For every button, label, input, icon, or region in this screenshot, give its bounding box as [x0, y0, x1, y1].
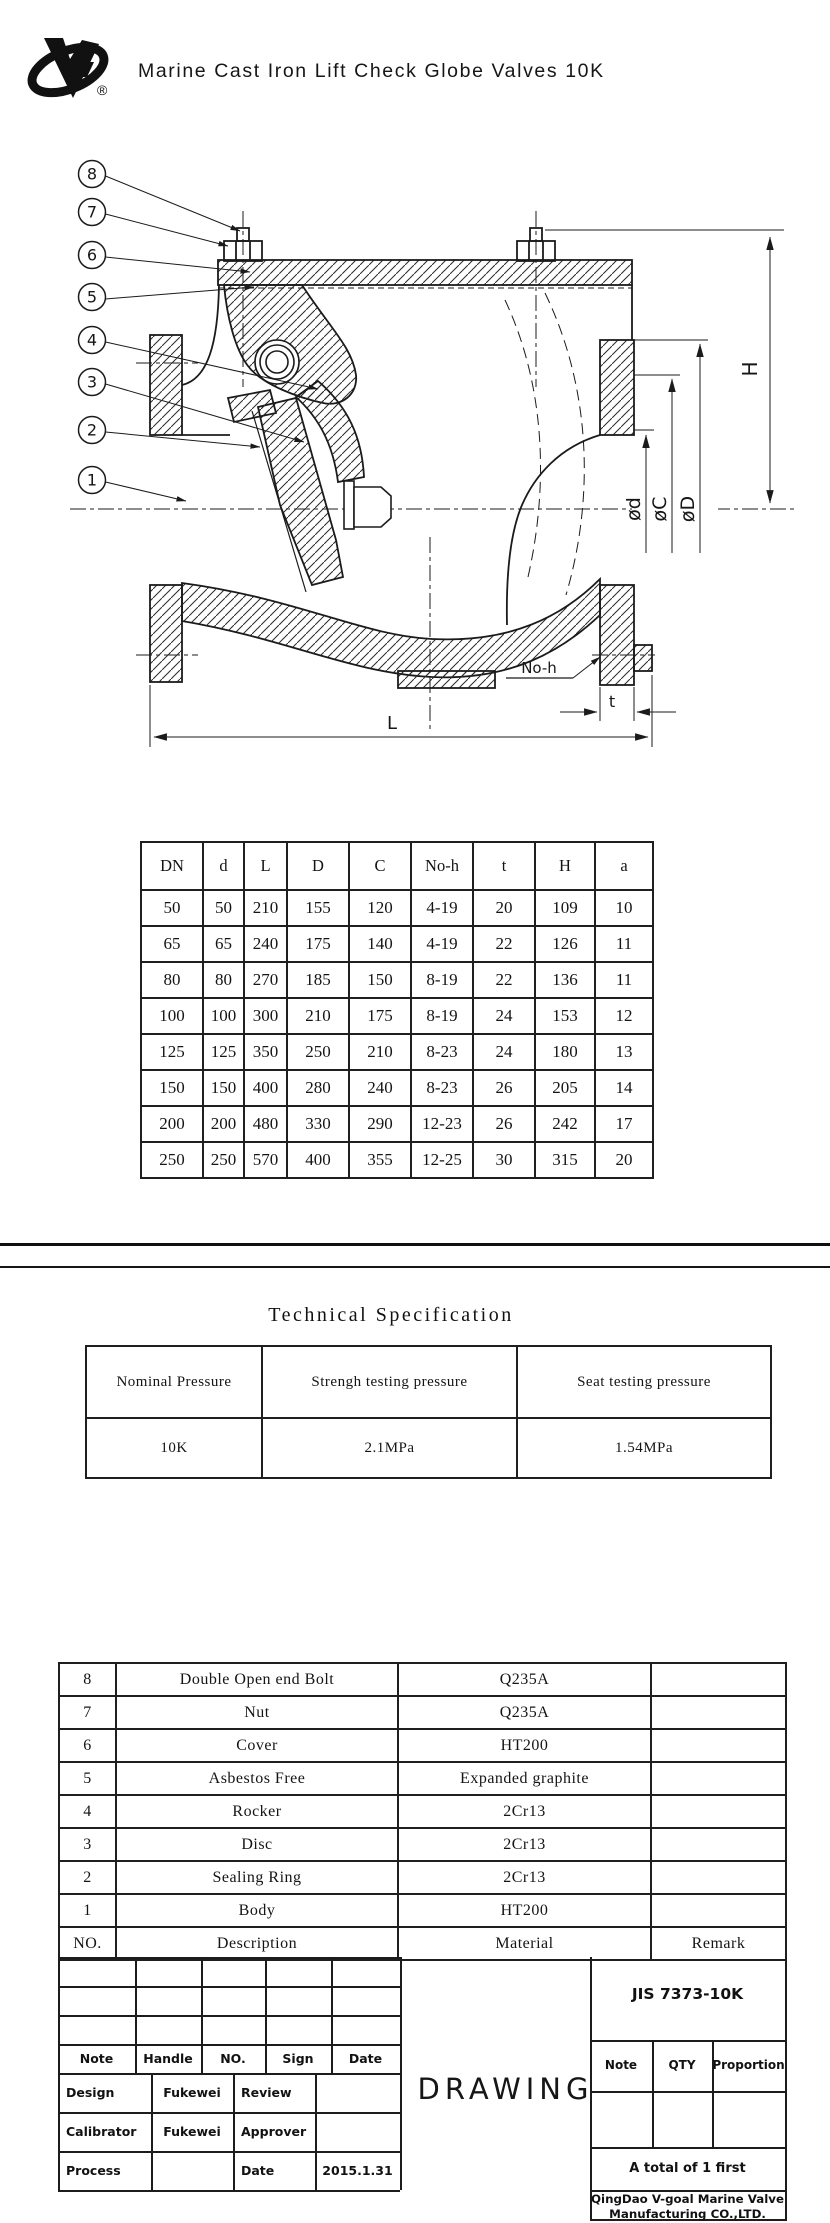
part-remark-cell — [651, 1861, 786, 1894]
grid-line — [58, 2044, 400, 2046]
left-flange-upper — [150, 335, 182, 435]
table-row — [59, 1696, 786, 1729]
hatched-sections — [150, 260, 652, 688]
table-row — [59, 1762, 786, 1795]
dim-table-header-cell: No-h — [411, 842, 473, 890]
dim-table-cell: 210 — [349, 1034, 411, 1070]
section-divider-thick — [0, 1243, 830, 1246]
tb-role-label: Process — [66, 2163, 121, 2178]
dim-table-cell: 280 — [287, 1070, 349, 1106]
parts-list-table — [58, 1662, 787, 1961]
dim-table-cell: 355 — [349, 1142, 411, 1178]
tb-right-header-note: Note — [604, 2058, 638, 2072]
dim-table-cell: 24 — [473, 998, 535, 1034]
dim-table-cell: 200 — [203, 1106, 244, 1142]
table-row — [59, 1795, 786, 1828]
grid-line — [58, 2190, 400, 2192]
dim-table-cell: 12-25 — [411, 1142, 473, 1178]
grid-line — [58, 2151, 400, 2153]
part-description-cell: Double Open end Bolt — [116, 1663, 398, 1696]
spec-value-cell: 1.54MPa — [517, 1418, 771, 1478]
bottom-boss — [398, 671, 495, 688]
break-lines — [505, 293, 584, 595]
part-material-cell: 2Cr13 — [398, 1828, 651, 1861]
parts-header-material: Material — [398, 1927, 651, 1960]
dim-label-H: H — [738, 361, 762, 377]
right-flange-upper — [600, 340, 634, 435]
dim-table-cell: 480 — [244, 1106, 287, 1142]
callout-number-7: 7 — [86, 202, 98, 222]
table-row — [141, 962, 653, 998]
dim-table-header-cell: L — [244, 842, 287, 890]
table-row — [59, 1927, 786, 1960]
dim-table-cell: 12 — [595, 998, 653, 1034]
tb-right-header-qty: QTY — [668, 2058, 696, 2072]
dim-table-cell: 80 — [141, 962, 203, 998]
part-description-cell: Cover — [116, 1729, 398, 1762]
part-material-cell: HT200 — [398, 1894, 651, 1927]
tb-header-handle: Handle — [143, 2051, 193, 2066]
dim-table-cell: 290 — [349, 1106, 411, 1142]
dim-table-header-cell: H — [535, 842, 595, 890]
dim-table-cell: 26 — [473, 1070, 535, 1106]
dim-table-header-cell: d — [203, 842, 244, 890]
part-material-cell: Q235A — [398, 1663, 651, 1696]
grid-line — [400, 1957, 402, 2073]
section-divider-thin — [0, 1266, 830, 1268]
dim-label-d: ød — [623, 497, 645, 521]
tb-name-value: Fukewei — [163, 2085, 221, 2100]
part-description-cell: Nut — [116, 1696, 398, 1729]
dim-table-cell: 250 — [141, 1142, 203, 1178]
part-no-cell: 4 — [59, 1795, 116, 1828]
part-material-cell: 2Cr13 — [398, 1795, 651, 1828]
parts-header-no: NO. — [59, 1927, 116, 1960]
dim-table-cell: 8-23 — [411, 1070, 473, 1106]
dim-table-cell: 14 — [595, 1070, 653, 1106]
right-flange-lower — [600, 585, 634, 685]
dim-table-cell: 155 — [287, 890, 349, 926]
dim-table-cell: 126 — [535, 926, 595, 962]
part-remark-cell — [651, 1762, 786, 1795]
grid-line — [58, 2112, 400, 2114]
spec-table — [85, 1345, 772, 1479]
part-remark-cell — [651, 1729, 786, 1762]
dim-table-cell: 17 — [595, 1106, 653, 1142]
dim-table-cell: 26 — [473, 1106, 535, 1142]
tb-header-sign: Sign — [282, 2051, 314, 2066]
table-row — [141, 842, 653, 890]
part-description-cell: Body — [116, 1894, 398, 1927]
right-flange-step — [634, 645, 652, 671]
table-row — [141, 1106, 653, 1142]
spec-header-cell: Seat testing pressure — [517, 1346, 771, 1418]
dim-table-cell: 180 — [535, 1034, 595, 1070]
dim-table-header-cell: C — [349, 842, 411, 890]
dim-table-cell: 50 — [141, 890, 203, 926]
tb-header-date: Date — [348, 2051, 383, 2066]
dim-table-cell: 12-23 — [411, 1106, 473, 1142]
dim-table-cell: 210 — [244, 890, 287, 926]
dim-table-cell: 210 — [287, 998, 349, 1034]
dim-table-header-cell: D — [287, 842, 349, 890]
cover-plate — [218, 260, 632, 285]
callout-number-3: 3 — [86, 372, 98, 392]
dim-table-cell: 330 — [287, 1106, 349, 1142]
hinge-pin — [255, 340, 299, 384]
callout-number-5: 5 — [86, 287, 98, 307]
grid-line — [58, 1986, 400, 1988]
grid-line — [590, 2091, 785, 2093]
table-row — [59, 1828, 786, 1861]
part-no-cell: 5 — [59, 1762, 116, 1795]
grid-line — [233, 2073, 235, 2190]
dim-table-cell: 50 — [203, 890, 244, 926]
dim-label-C: øC — [649, 496, 671, 522]
dim-table-cell: 24 — [473, 1034, 535, 1070]
dim-table-cell: 400 — [287, 1142, 349, 1178]
table-row — [141, 926, 653, 962]
dim-table-cell: 350 — [244, 1034, 287, 1070]
company-line-2: Manufacturing CO.,LTD. — [609, 2207, 766, 2221]
table-row — [59, 1861, 786, 1894]
table-row — [86, 1418, 771, 1478]
part-material-cell: Expanded graphite — [398, 1762, 651, 1795]
tb-header-note: Note — [79, 2051, 114, 2066]
dim-table-cell: 242 — [535, 1106, 595, 1142]
dim-table-cell: 136 — [535, 962, 595, 998]
table-row — [59, 1663, 786, 1696]
part-description-cell: Disc — [116, 1828, 398, 1861]
callout-number-2: 2 — [86, 420, 98, 440]
dim-table-cell: 250 — [203, 1142, 244, 1178]
dim-table-cell: 120 — [349, 890, 411, 926]
tb-value-2: 2015.1.31 — [322, 2163, 393, 2178]
dim-label-L: L — [386, 713, 398, 734]
tb-total-label: A total of 1 first — [629, 2161, 746, 2176]
tb-role-label-2: Review — [241, 2085, 292, 2100]
callout-number-6: 6 — [86, 245, 98, 265]
dim-table-cell: 11 — [595, 926, 653, 962]
part-material-cell: Q235A — [398, 1696, 651, 1729]
part-description-cell: Asbestos Free — [116, 1762, 398, 1795]
dim-table-cell: 109 — [535, 890, 595, 926]
callout-leader-1 — [106, 482, 187, 501]
dim-table-cell: 270 — [244, 962, 287, 998]
spec-header-cell: Nominal Pressure — [86, 1346, 262, 1418]
drawing-type-label: DRAWING — [417, 2072, 594, 2106]
dim-table-cell: 20 — [473, 890, 535, 926]
dim-table-cell: 4-19 — [411, 890, 473, 926]
dim-table-cell: 150 — [203, 1070, 244, 1106]
left-flange-lower — [150, 585, 182, 682]
registered-trademark-icon: ® — [97, 82, 108, 98]
dim-table-cell: 8-19 — [411, 998, 473, 1034]
company-line-1: QingDao V-goal Marine Valve — [591, 2192, 784, 2206]
part-description-cell: Rocker — [116, 1795, 398, 1828]
part-no-cell: 2 — [59, 1861, 116, 1894]
grid-line — [58, 2073, 400, 2075]
dim-table-cell: 315 — [535, 1142, 595, 1178]
company-name — [590, 2192, 785, 2222]
dim-table-header-cell: a — [595, 842, 653, 890]
spec-header-cell: Strengh testing pressure — [262, 1346, 517, 1418]
dim-table-cell: 125 — [141, 1034, 203, 1070]
dim-label-D: øD — [677, 495, 699, 523]
dim-table-cell: 240 — [244, 926, 287, 962]
dim-table-cell: 185 — [287, 962, 349, 998]
grid-line — [400, 2073, 402, 2190]
dim-table-cell: 22 — [473, 962, 535, 998]
grid-line — [652, 2040, 654, 2147]
part-remark-cell — [651, 1696, 786, 1729]
dim-table-cell: 175 — [349, 998, 411, 1034]
grid-line — [712, 2040, 714, 2147]
dim-table-cell: 10 — [595, 890, 653, 926]
spec-value-cell: 10K — [86, 1418, 262, 1478]
tb-right-header-proportion: Proportion — [712, 2058, 785, 2072]
parts-header-description: Description — [116, 1927, 398, 1960]
dim-table-cell: 175 — [287, 926, 349, 962]
dim-table-cell: 150 — [141, 1070, 203, 1106]
tb-name-value: Fukewei — [163, 2124, 221, 2139]
dim-table-cell: 65 — [203, 926, 244, 962]
grid-line — [58, 1957, 400, 1959]
tb-role-label: Design — [66, 2085, 115, 2100]
tb-header-no: NO. — [220, 2051, 246, 2066]
tb-role-label-2: Approver — [241, 2124, 307, 2139]
dim-table-cell: 13 — [595, 1034, 653, 1070]
dim-table-cell: 300 — [244, 998, 287, 1034]
dim-table-cell: 100 — [141, 998, 203, 1034]
table-row — [59, 1894, 786, 1927]
standard-designation: JIS 7373-10K — [631, 1985, 744, 2003]
part-remark-cell — [651, 1663, 786, 1696]
part-remark-cell — [651, 1828, 786, 1861]
callout-leader-8 — [106, 176, 241, 231]
dim-label-no-h: No-h — [521, 659, 557, 677]
callout-number-4: 4 — [86, 330, 98, 350]
part-no-cell: 1 — [59, 1894, 116, 1927]
dim-table-header-cell: DN — [141, 842, 203, 890]
dim-table-cell: 20 — [595, 1142, 653, 1178]
dim-table-cell: 570 — [244, 1142, 287, 1178]
dim-table-cell: 150 — [349, 962, 411, 998]
dim-label-t: t — [608, 692, 616, 711]
part-description-cell: Sealing Ring — [116, 1861, 398, 1894]
table-row — [141, 1034, 653, 1070]
grid-line — [785, 1957, 787, 2221]
dim-table-cell: 140 — [349, 926, 411, 962]
table-row — [141, 1070, 653, 1106]
grid-line — [590, 2040, 785, 2042]
dim-table-cell: 250 — [287, 1034, 349, 1070]
dim-table-cell: 240 — [349, 1070, 411, 1106]
callout-number-8: 8 — [86, 164, 98, 184]
dim-table-cell: 8-23 — [411, 1034, 473, 1070]
dim-table-cell: 125 — [203, 1034, 244, 1070]
dim-table-cell: 100 — [203, 998, 244, 1034]
part-no-cell: 7 — [59, 1696, 116, 1729]
dim-table-header-cell: t — [473, 842, 535, 890]
grid-line — [58, 2073, 60, 2190]
table-row — [141, 1142, 653, 1178]
table-row — [86, 1346, 771, 1418]
part-remark-cell — [651, 1894, 786, 1927]
part-no-cell: 6 — [59, 1729, 116, 1762]
dim-table-cell: 11 — [595, 962, 653, 998]
dim-table-cell: 22 — [473, 926, 535, 962]
grid-line — [58, 2015, 400, 2017]
spec-section-title: Technical Specification — [268, 1304, 514, 1326]
dim-table-cell: 200 — [141, 1106, 203, 1142]
valve-cross-section-drawing — [0, 85, 830, 765]
grid-line — [590, 2147, 785, 2149]
part-no-cell: 8 — [59, 1663, 116, 1696]
dim-table-cell: 65 — [141, 926, 203, 962]
table-row — [59, 1729, 786, 1762]
tb-role-label-2: Date — [241, 2163, 275, 2178]
tb-role-label: Calibrator — [66, 2124, 137, 2139]
part-no-cell: 3 — [59, 1828, 116, 1861]
part-material-cell: HT200 — [398, 1729, 651, 1762]
parts-header-remark: Remark — [651, 1927, 786, 1960]
page-title: Marine Cast Iron Lift Check Globe Valves 10K — [138, 60, 605, 82]
dim-table-cell: 4-19 — [411, 926, 473, 962]
dim-table-cell: 8-19 — [411, 962, 473, 998]
table-row — [141, 998, 653, 1034]
dim-table-cell: 205 — [535, 1070, 595, 1106]
dim-table-cell: 80 — [203, 962, 244, 998]
dim-table-cell: 400 — [244, 1070, 287, 1106]
part-material-cell: 2Cr13 — [398, 1861, 651, 1894]
dim-table-cell: 30 — [473, 1142, 535, 1178]
part-remark-cell — [651, 1795, 786, 1828]
dimension-table — [140, 841, 654, 1179]
disc-nut — [344, 481, 391, 529]
callout-number-1: 1 — [86, 470, 98, 490]
dim-table-cell: 153 — [535, 998, 595, 1034]
spec-value-cell: 2.1MPa — [262, 1418, 517, 1478]
table-row — [141, 890, 653, 926]
